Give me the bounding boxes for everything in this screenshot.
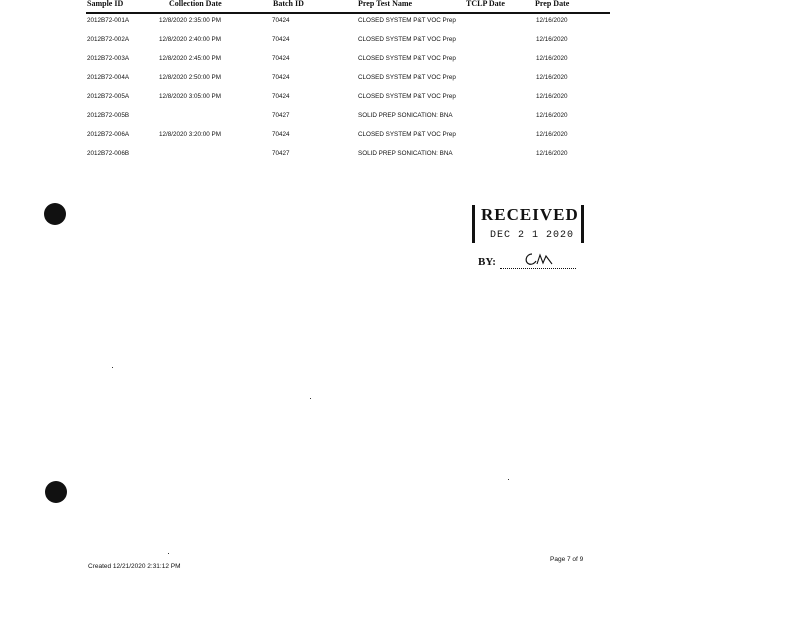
header-tclp-date: TCLP Date: [466, 0, 505, 8]
cell-sample-id: 2012B72-001A: [87, 17, 130, 24]
stamp-received-word: RECEIVED: [472, 205, 584, 225]
table-row: [86, 33, 610, 52]
stamp-bracket-right: [581, 225, 584, 243]
signature-image: [522, 250, 554, 268]
cell-prep-test-name: SOLID PREP SONICATION: BNA: [358, 112, 453, 119]
cell-prep-test-name: CLOSED SYSTEM P&T VOC Prep: [358, 131, 456, 138]
cell-collection-date: 12/8/2020 2:45:00 PM: [159, 55, 221, 62]
cell-sample-id: 2012B72-003A: [87, 55, 130, 62]
cell-batch-id: 70427: [272, 150, 290, 157]
received-stamp: [470, 203, 590, 273]
cell-sample-id: 2012B72-005B: [87, 112, 130, 119]
cell-collection-date: 12/8/2020 2:40:00 PM: [159, 36, 221, 43]
cell-sample-id: 2012B72-002A: [87, 36, 130, 43]
prep-table: [86, 0, 610, 166]
cell-sample-id: 2012B72-006B: [87, 150, 130, 157]
cell-batch-id: 70424: [272, 17, 290, 24]
punch-hole: [44, 203, 66, 225]
cell-collection-date: 12/8/2020 3:20:00 PM: [159, 131, 221, 138]
cell-batch-id: 70424: [272, 93, 290, 100]
cell-batch-id: 70424: [272, 131, 290, 138]
stamp-bracket-left: [472, 225, 475, 243]
page-number: Page 7 of 9: [550, 556, 584, 563]
cell-prep-test-name: CLOSED SYSTEM P&T VOC Prep: [358, 36, 456, 43]
cell-prep-date: 12/16/2020: [536, 93, 568, 100]
cell-prep-date: 12/16/2020: [536, 131, 568, 138]
header-sample-id: Sample ID: [87, 0, 124, 8]
header-batch-id: Batch ID: [273, 0, 304, 8]
table-header: [86, 0, 610, 14]
cell-collection-date: 12/8/2020 2:50:00 PM: [159, 74, 221, 81]
cell-prep-date: 12/16/2020: [536, 112, 568, 119]
cell-sample-id: 2012B72-005A: [87, 93, 130, 100]
cell-collection-date: 12/8/2020 2:35:00 PM: [159, 17, 221, 24]
cell-prep-test-name: CLOSED SYSTEM P&T VOC Prep: [358, 74, 456, 81]
cell-batch-id: 70424: [272, 55, 290, 62]
header-collection-date: Collection Date: [169, 0, 222, 8]
cell-prep-test-name: CLOSED SYSTEM P&T VOC Prep: [358, 55, 456, 62]
table-row: [86, 52, 610, 71]
stamp-by-label: BY:: [478, 256, 496, 268]
cell-prep-date: 12/16/2020: [536, 55, 568, 62]
cell-prep-date: 12/16/2020: [536, 150, 568, 157]
stamp-date: DEC 2 1 2020: [490, 230, 575, 241]
header-prep-date: Prep Date: [535, 0, 570, 8]
created-timestamp: Created 12/21/2020 2:31:12 PM: [88, 563, 181, 570]
table-row: [86, 128, 610, 147]
cell-sample-id: 2012B72-004A: [87, 74, 130, 81]
header-prep-test-name: Prep Test Name: [358, 0, 413, 8]
scan-speck: [168, 553, 169, 554]
table-row: [86, 109, 610, 128]
scan-speck: [112, 367, 113, 368]
cell-batch-id: 70424: [272, 74, 290, 81]
cell-prep-date: 12/16/2020: [536, 17, 568, 24]
punch-hole: [45, 481, 67, 503]
scan-speck: [508, 479, 509, 480]
cell-collection-date: 12/8/2020 3:05:00 PM: [159, 93, 221, 100]
stamp-by-line: [500, 268, 576, 269]
cell-prep-date: 12/16/2020: [536, 74, 568, 81]
table-row: [86, 90, 610, 109]
table-body: [86, 14, 610, 166]
cell-sample-id: 2012B72-006A: [87, 131, 130, 138]
cell-prep-date: 12/16/2020: [536, 36, 568, 43]
cell-batch-id: 70427: [272, 112, 290, 119]
cell-prep-test-name: SOLID PREP SONICATION: BNA: [358, 150, 453, 157]
cell-batch-id: 70424: [272, 36, 290, 43]
table-row: [86, 147, 610, 166]
table-row: [86, 71, 610, 90]
table-row: [86, 14, 610, 33]
scan-speck: [310, 398, 311, 399]
cell-prep-test-name: CLOSED SYSTEM P&T VOC Prep: [358, 17, 456, 24]
cell-prep-test-name: CLOSED SYSTEM P&T VOC Prep: [358, 93, 456, 100]
